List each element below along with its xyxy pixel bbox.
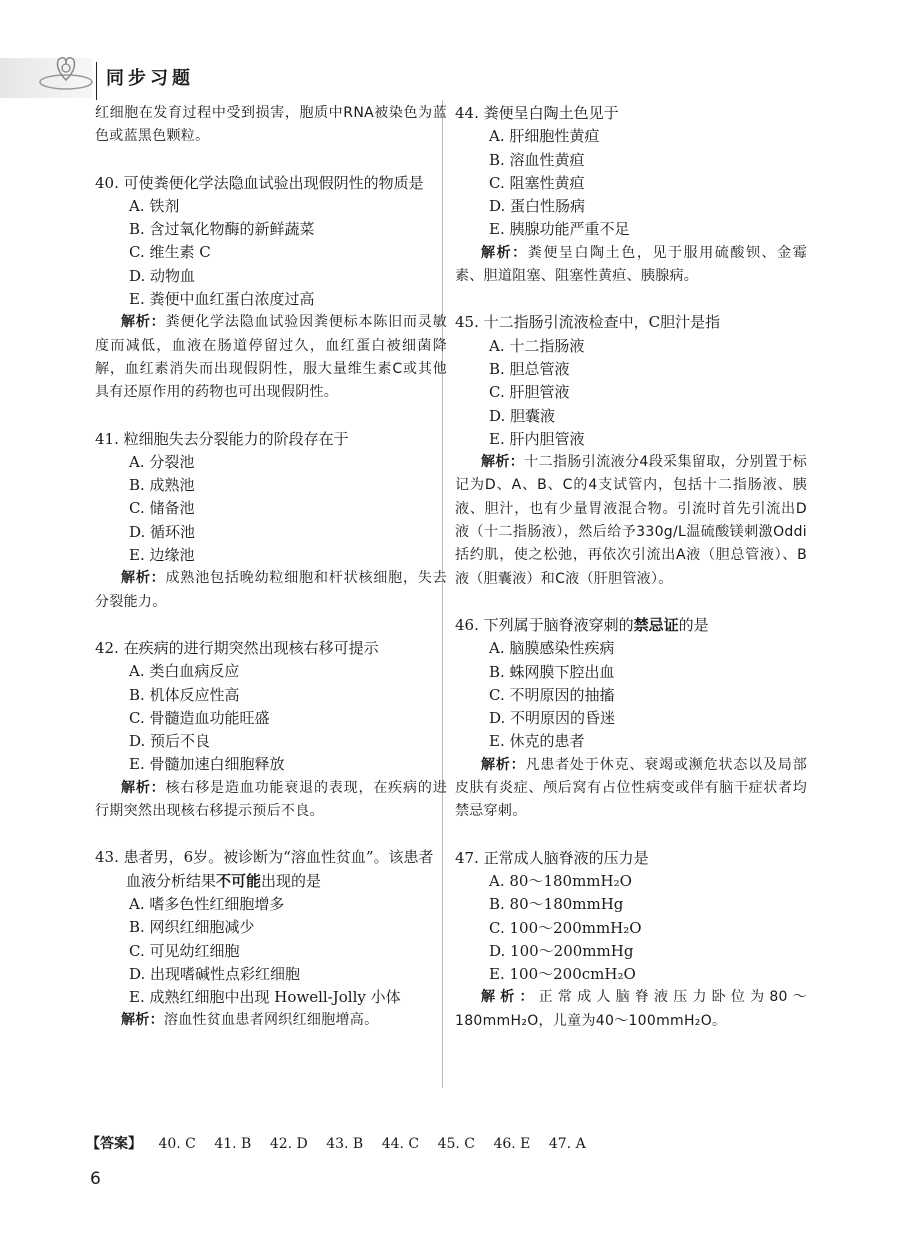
option-e: E. 100～200cmH₂O <box>489 965 636 984</box>
option-c: C. 肝胆管液 <box>489 383 570 402</box>
option-a: A. 类白血病反应 <box>129 662 240 681</box>
question-42 <box>95 637 447 823</box>
option-a: A. 肝细胞性黄疸 <box>489 127 600 146</box>
answer-item: 42. D <box>269 1136 308 1152</box>
option-a: A. 十二指肠液 <box>489 336 585 355</box>
header-divider <box>96 62 97 100</box>
option-e: E. 粪便中血红蛋白浓度过高 <box>129 290 315 309</box>
explanation: 解析：成熟池包括晚幼粒细胞和杆状核细胞，失去分裂能力。 <box>95 570 447 610</box>
answer-item: 41. B <box>214 1136 252 1152</box>
emphasis-text: 不可能 <box>216 871 262 890</box>
header-title: 同步习题 <box>106 68 194 89</box>
option-c: C. 阻塞性黄疸 <box>489 173 585 192</box>
option-d: D. 100～200mmHg <box>489 941 634 960</box>
option-e: E. 成熟红细胞中出现 Howell-Jolly 小体 <box>129 988 401 1007</box>
option-c: C. 维生素 C <box>129 243 211 262</box>
answer-item: 46. E <box>493 1136 531 1152</box>
question-stem: 45. 十二指肠引流液检查中，C胆汁是指 <box>455 313 721 332</box>
answer-item: 40. C <box>158 1136 196 1152</box>
option-e: E. 休克的患者 <box>489 732 585 751</box>
continued-explanation <box>95 102 447 149</box>
question-stem: 43. 患者男，6岁。被诊断为“溶血性贫血”。该患者血液分析结果不可能出现的是 <box>95 848 434 890</box>
continued-text: 红细胞在发育过程中受到损害，胞质中RNA被染色为蓝色或蓝黑色颗粒。 <box>95 105 447 145</box>
option-a: A. 80～180mmH₂O <box>489 871 632 890</box>
explanation: 解析：溶血性贫血患者网织红细胞增高。 <box>121 1012 379 1029</box>
explanation: 解析：正常成人脑脊液压力卧位为80～180mmH₂O，儿童为40～100mmH₂O。 <box>455 989 807 1029</box>
option-d: D. 胆囊液 <box>489 406 556 425</box>
question-41 <box>95 428 447 614</box>
answer-key <box>86 1133 600 1153</box>
question-stem: 46. 下列属于脑脊液穿刺的禁忌证的是 <box>455 615 709 634</box>
question-46 <box>455 614 807 824</box>
option-d: D. 出现嗜碱性点彩红细胞 <box>129 964 301 983</box>
option-e: E. 胰腺功能严重不足 <box>489 220 630 239</box>
option-d: D. 预后不良 <box>129 732 211 751</box>
explanation: 解析：十二指肠引流液分4段采集留取，分别置于标记为D、A、B、C的4支试管内，包括十二指肠液、胰液、胆汁，也有少量胃液混合物。引流时首先引流出D液（十二指肠液），然后给予330g/L温硫酸镁刺激Oddi括约肌，使之松弛，再依次引流出A液（胆总管液）、B液（胆囊液）和C液（肝胆管液）。 <box>455 454 807 587</box>
option-a: A. 分裂池 <box>129 452 195 471</box>
right-column <box>455 102 807 1056</box>
option-e: E. 肝内胆管液 <box>489 429 585 448</box>
option-c: C. 可见幼红细胞 <box>129 941 240 960</box>
question-40 <box>95 172 447 405</box>
question-45 <box>455 311 807 591</box>
option-c: C. 储备池 <box>129 499 195 518</box>
emphasis-text: 禁忌证 <box>633 615 679 634</box>
option-b: B. 蛛网膜下腔出血 <box>489 662 615 681</box>
question-stem: 42. 在疾病的进行期突然出现核右移可提示 <box>95 638 379 657</box>
explanation: 解析：粪便化学法隐血试验因粪便标本陈旧而灵敏度而减低，血液在肠道停留过久，血红蛋白被细菌降解，血红素消失而出现假阴性，服大量维生素C或其他具有还原作用的药物也可出现假阴性。 <box>95 314 447 401</box>
answer-item: 44. C <box>381 1136 420 1152</box>
option-b: B. 胆总管液 <box>489 359 570 378</box>
option-c: C. 骨髓造血功能旺盛 <box>129 708 270 727</box>
answer-item: 45. C <box>437 1136 476 1152</box>
answer-item: 43. B <box>326 1136 364 1152</box>
option-b: B. 机体反应性高 <box>129 685 240 704</box>
question-stem: 41. 粒细胞失去分裂能力的阶段存在于 <box>95 429 349 448</box>
page-header <box>0 40 900 110</box>
question-stem: 40. 可使粪便化学法隐血试验出现假阴性的物质是 <box>95 173 424 192</box>
explanation: 解析：核右移是造血功能衰退的表现，在疾病的进行期突然出现核右移提示预后不良。 <box>95 779 447 820</box>
option-e: E. 边缘池 <box>129 546 195 565</box>
option-b: B. 网织红细胞减少 <box>129 918 255 937</box>
option-d: D. 循环池 <box>129 522 196 541</box>
option-d: D. 不明原因的昏迷 <box>489 709 616 728</box>
question-stem: 44. 粪便呈白陶土色见于 <box>455 104 619 122</box>
option-c: C. 不明原因的抽搐 <box>489 685 615 704</box>
question-47 <box>455 847 807 1033</box>
option-d: D. 蛋白性肠病 <box>489 197 586 216</box>
answer-item: 47. A <box>548 1136 586 1152</box>
explanation: 解析：凡患者处于休克、衰竭或濒危状态以及局部皮肤有炎症、颅后窝有占位性病变或伴有脑干症状者均禁忌穿刺。 <box>455 756 807 820</box>
option-e: E. 骨髓加速白细胞释放 <box>129 755 285 774</box>
book-logo-icon <box>36 48 96 98</box>
option-b: B. 80～180mmHg <box>489 895 624 914</box>
question-stem: 47. 正常成人脑脊液的压力是 <box>455 848 649 867</box>
option-c: C. 100～200mmH₂O <box>489 918 642 937</box>
explanation: 解析：粪便呈白陶土色，见于服用硫酸钡、金霉素、胆道阻塞、阻塞性黄疸、胰腺病。 <box>455 244 807 285</box>
answer-key-label: 【答案】 <box>86 1136 142 1152</box>
option-a: A. 铁剂 <box>129 196 180 215</box>
option-b: B. 含过氧化物酶的新鲜蔬菜 <box>129 220 315 239</box>
option-b: B. 成熟池 <box>129 476 195 495</box>
option-b: B. 溶血性黄疸 <box>489 150 585 169</box>
page-number: 6 <box>90 1169 101 1189</box>
left-column <box>95 102 447 1056</box>
option-d: D. 动物血 <box>129 266 196 285</box>
question-44 <box>455 102 807 288</box>
question-43 <box>95 846 447 1032</box>
option-a: A. 脑膜感染性疾病 <box>489 639 615 658</box>
option-a: A. 嗜多色性红细胞增多 <box>129 894 285 913</box>
